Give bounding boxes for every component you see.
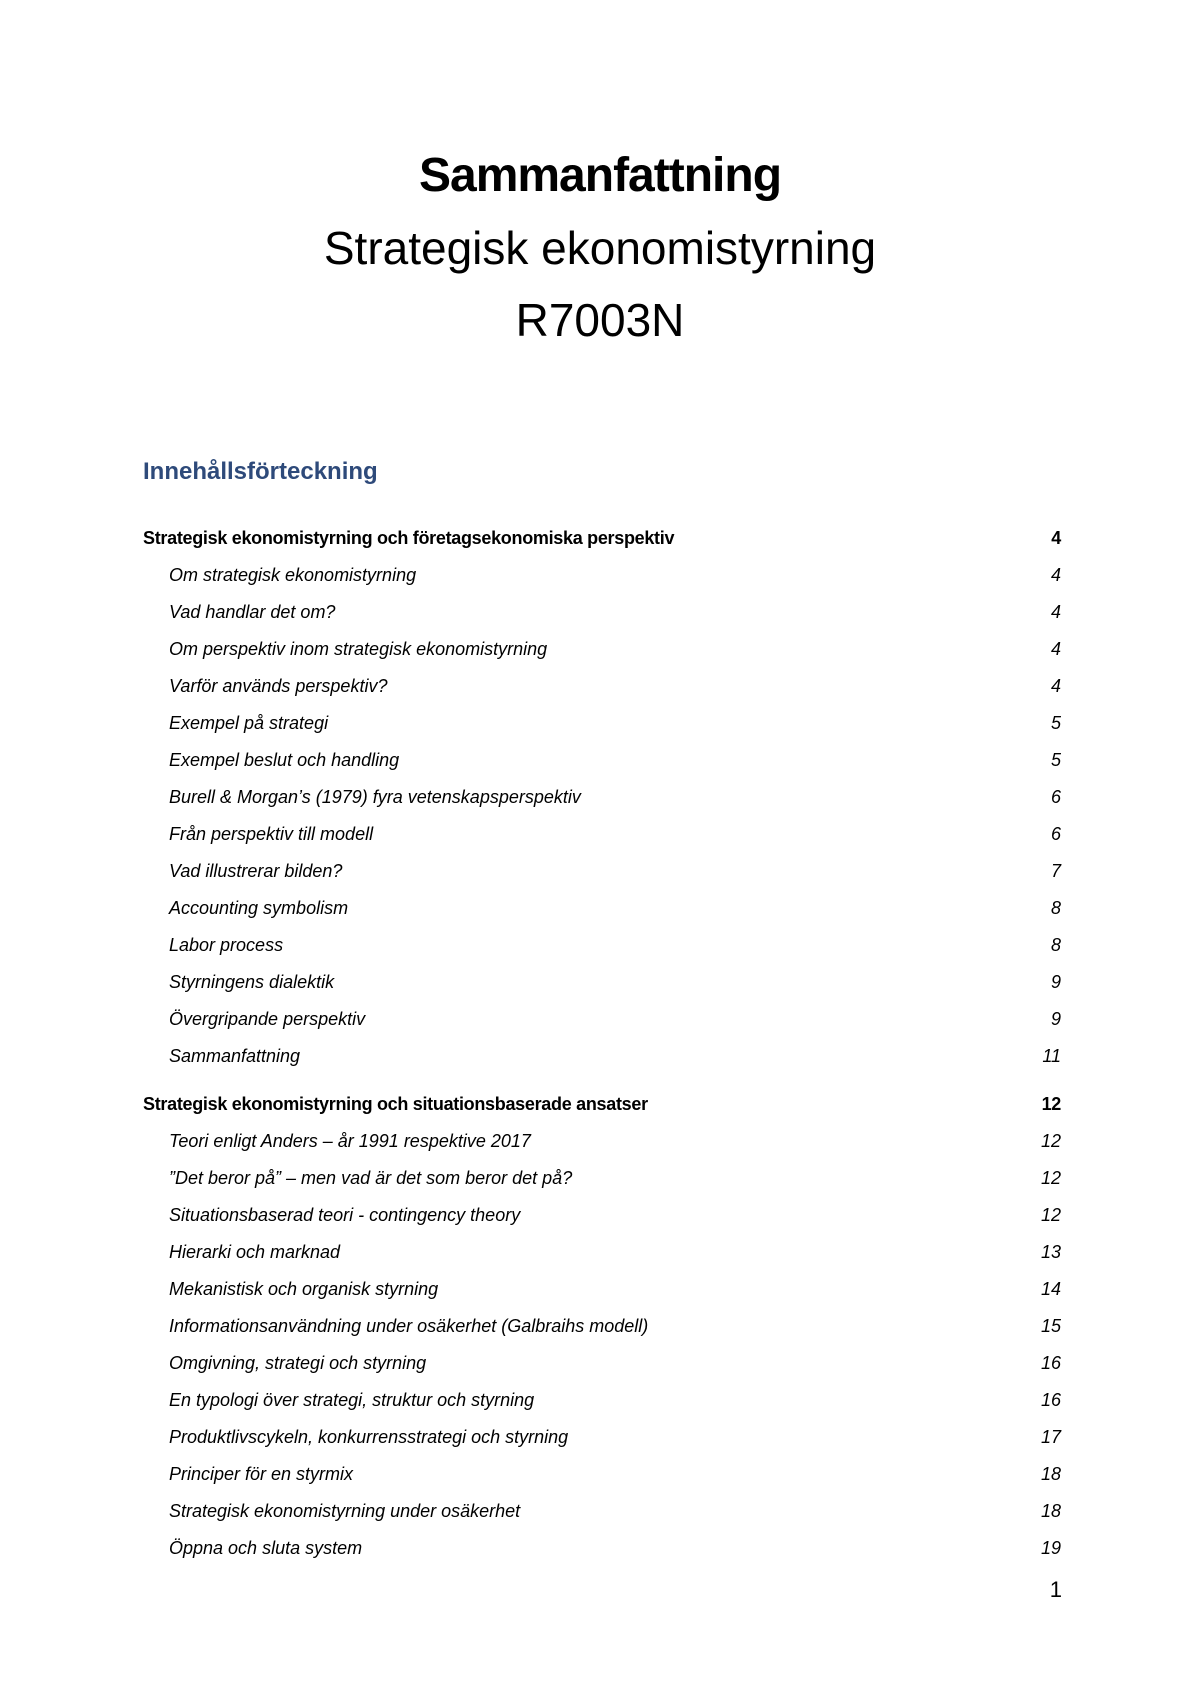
toc-entry-label: Accounting symbolism xyxy=(169,898,349,918)
toc-subsection-entry[interactable] xyxy=(143,557,1061,594)
toc-entry-label: Strategisk ekonomistyrning under osäkerhet xyxy=(169,1501,521,1521)
toc-subsection-entry[interactable] xyxy=(143,816,1061,853)
toc-entry-page: 5 xyxy=(1050,750,1061,770)
toc-entry-label: Burell & Morgan’s (1979) fyra vetenskapsperspektiv xyxy=(169,787,581,807)
toc-entry-label: Exempel på strategi xyxy=(169,713,329,733)
toc-entry-page: 12 xyxy=(1040,1168,1061,1188)
toc-subsection-entry[interactable] xyxy=(143,1160,1061,1197)
toc-subsection-entry[interactable] xyxy=(143,927,1061,964)
toc-entry-label: ”Det beror på” – men vad är det som beror det på? xyxy=(169,1168,573,1188)
toc-section-entry[interactable] xyxy=(143,1086,1061,1123)
toc-entry-label: Varför används perspektiv? xyxy=(169,676,388,696)
toc-entry-page: 4 xyxy=(1050,676,1061,696)
toc-entry-page: 4 xyxy=(1051,528,1061,548)
toc-entry-label: Sammanfattning xyxy=(169,1046,301,1066)
toc-entry-label: Övergripande perspektiv xyxy=(169,1009,366,1029)
toc-entry-label: Omgivning, strategi och styrning xyxy=(169,1353,427,1373)
toc-entry-label: Informationsanvändning under osäkerhet (Galbraihs modell) xyxy=(169,1316,649,1336)
table-of-contents xyxy=(143,520,1061,1567)
toc-subsection-entry[interactable] xyxy=(143,1197,1061,1234)
toc-entry-page: 16 xyxy=(1040,1390,1061,1410)
toc-entry-page: 4 xyxy=(1050,565,1061,585)
toc-entry-label: Mekanistisk och organisk styrning xyxy=(169,1279,439,1299)
course-code: R7003N xyxy=(515,294,685,346)
toc-entry-page: 12 xyxy=(1041,1094,1061,1114)
toc-subsection-entry[interactable] xyxy=(143,779,1061,816)
toc-entry-label: Situationsbaserad teori - contingency theory xyxy=(169,1205,521,1225)
toc-subsection-entry[interactable] xyxy=(143,1234,1061,1271)
toc-section-entry[interactable] xyxy=(143,520,1061,557)
toc-entry-page: 14 xyxy=(1040,1279,1061,1299)
toc-entry-label: En typologi över strategi, struktur och styrning xyxy=(169,1390,535,1410)
toc-subsection-entry[interactable] xyxy=(143,1530,1061,1567)
toc-subsection-entry[interactable] xyxy=(143,1001,1061,1038)
toc-entry-page: 8 xyxy=(1050,935,1061,955)
toc-entry-label: Vad handlar det om? xyxy=(169,602,336,622)
toc-entry-label: Strategisk ekonomistyrning och företagsekonomiska perspektiv xyxy=(143,528,675,548)
toc-entry-label: Styrningens dialektik xyxy=(169,972,335,992)
toc-entry-label: Från perspektiv till modell xyxy=(169,824,374,844)
toc-subsection-entry[interactable] xyxy=(143,1456,1061,1493)
toc-entry-page: 7 xyxy=(1050,861,1061,881)
toc-subsection-entry[interactable] xyxy=(143,594,1061,631)
toc-entry-page: 16 xyxy=(1040,1353,1061,1373)
toc-entry-page: 19 xyxy=(1040,1538,1061,1558)
page-number: 1 xyxy=(1049,1577,1062,1602)
toc-subsection-entry[interactable] xyxy=(143,1038,1061,1075)
toc-subsection-entry[interactable] xyxy=(143,1271,1061,1308)
toc-subsection-entry[interactable] xyxy=(143,853,1061,890)
toc-entry-page: 18 xyxy=(1040,1464,1061,1484)
toc-entry-label: Produktlivscykeln, konkurrensstrategi och styrning xyxy=(169,1427,569,1447)
toc-subsection-entry[interactable] xyxy=(143,668,1061,705)
toc-entry-page: 5 xyxy=(1050,713,1061,733)
toc-entry-label: Om perspektiv inom strategisk ekonomistyrning xyxy=(169,639,548,659)
toc-entry-label: Strategisk ekonomistyrning och situationsbaserade ansatser xyxy=(143,1094,648,1114)
document-title: Sammanfattning xyxy=(418,149,782,202)
toc-entry-page: 9 xyxy=(1050,972,1061,992)
toc-entry-label: Vad illustrerar bilden? xyxy=(169,861,343,881)
toc-subsection-entry[interactable] xyxy=(143,890,1061,927)
toc-heading: Innehållsförteckning xyxy=(143,458,378,485)
toc-entry-label: Labor process xyxy=(169,935,284,955)
toc-entry-page: 4 xyxy=(1050,639,1061,659)
toc-subsection-entry[interactable] xyxy=(143,1308,1061,1345)
toc-subsection-entry[interactable] xyxy=(143,964,1061,1001)
toc-entry-page: 15 xyxy=(1040,1316,1061,1336)
toc-entry-label: Om strategisk ekonomistyrning xyxy=(169,565,417,585)
title-block xyxy=(0,140,1200,356)
toc-subsection-entry[interactable] xyxy=(143,1419,1061,1456)
toc-entry-page: 12 xyxy=(1040,1131,1061,1151)
toc-entry-label: Hierarki och marknad xyxy=(169,1242,341,1262)
toc-subsection-entry[interactable] xyxy=(143,1382,1061,1419)
toc-subsection-entry[interactable] xyxy=(143,1493,1061,1530)
toc-entry-page: 13 xyxy=(1040,1242,1061,1262)
toc-subsection-entry[interactable] xyxy=(143,742,1061,779)
toc-entry-label: Principer för en styrmix xyxy=(169,1464,354,1484)
toc-entry-page: 8 xyxy=(1050,898,1061,918)
toc-subsection-entry[interactable] xyxy=(143,1345,1061,1382)
toc-entry-page: 6 xyxy=(1050,787,1061,807)
toc-entry-page: 6 xyxy=(1050,824,1061,844)
toc-entry-page: 18 xyxy=(1040,1501,1061,1521)
toc-entry-label: Teori enligt Anders – år 1991 respektive 2017 xyxy=(169,1131,531,1151)
toc-entry-page: 4 xyxy=(1050,602,1061,622)
toc-entry-page: 12 xyxy=(1040,1205,1061,1225)
document-subtitle: Strategisk ekonomistyrning xyxy=(323,222,877,274)
toc-subsection-entry[interactable] xyxy=(143,1123,1061,1160)
toc-entry-page: 17 xyxy=(1040,1427,1061,1447)
toc-entry-label: Exempel beslut och handling xyxy=(169,750,400,770)
toc-subsection-entry[interactable] xyxy=(143,705,1061,742)
toc-entry-label: Öppna och sluta system xyxy=(169,1538,363,1558)
toc-subsection-entry[interactable] xyxy=(143,631,1061,668)
toc-entry-page: 11 xyxy=(1042,1046,1061,1066)
toc-entry-page: 9 xyxy=(1050,1009,1061,1029)
